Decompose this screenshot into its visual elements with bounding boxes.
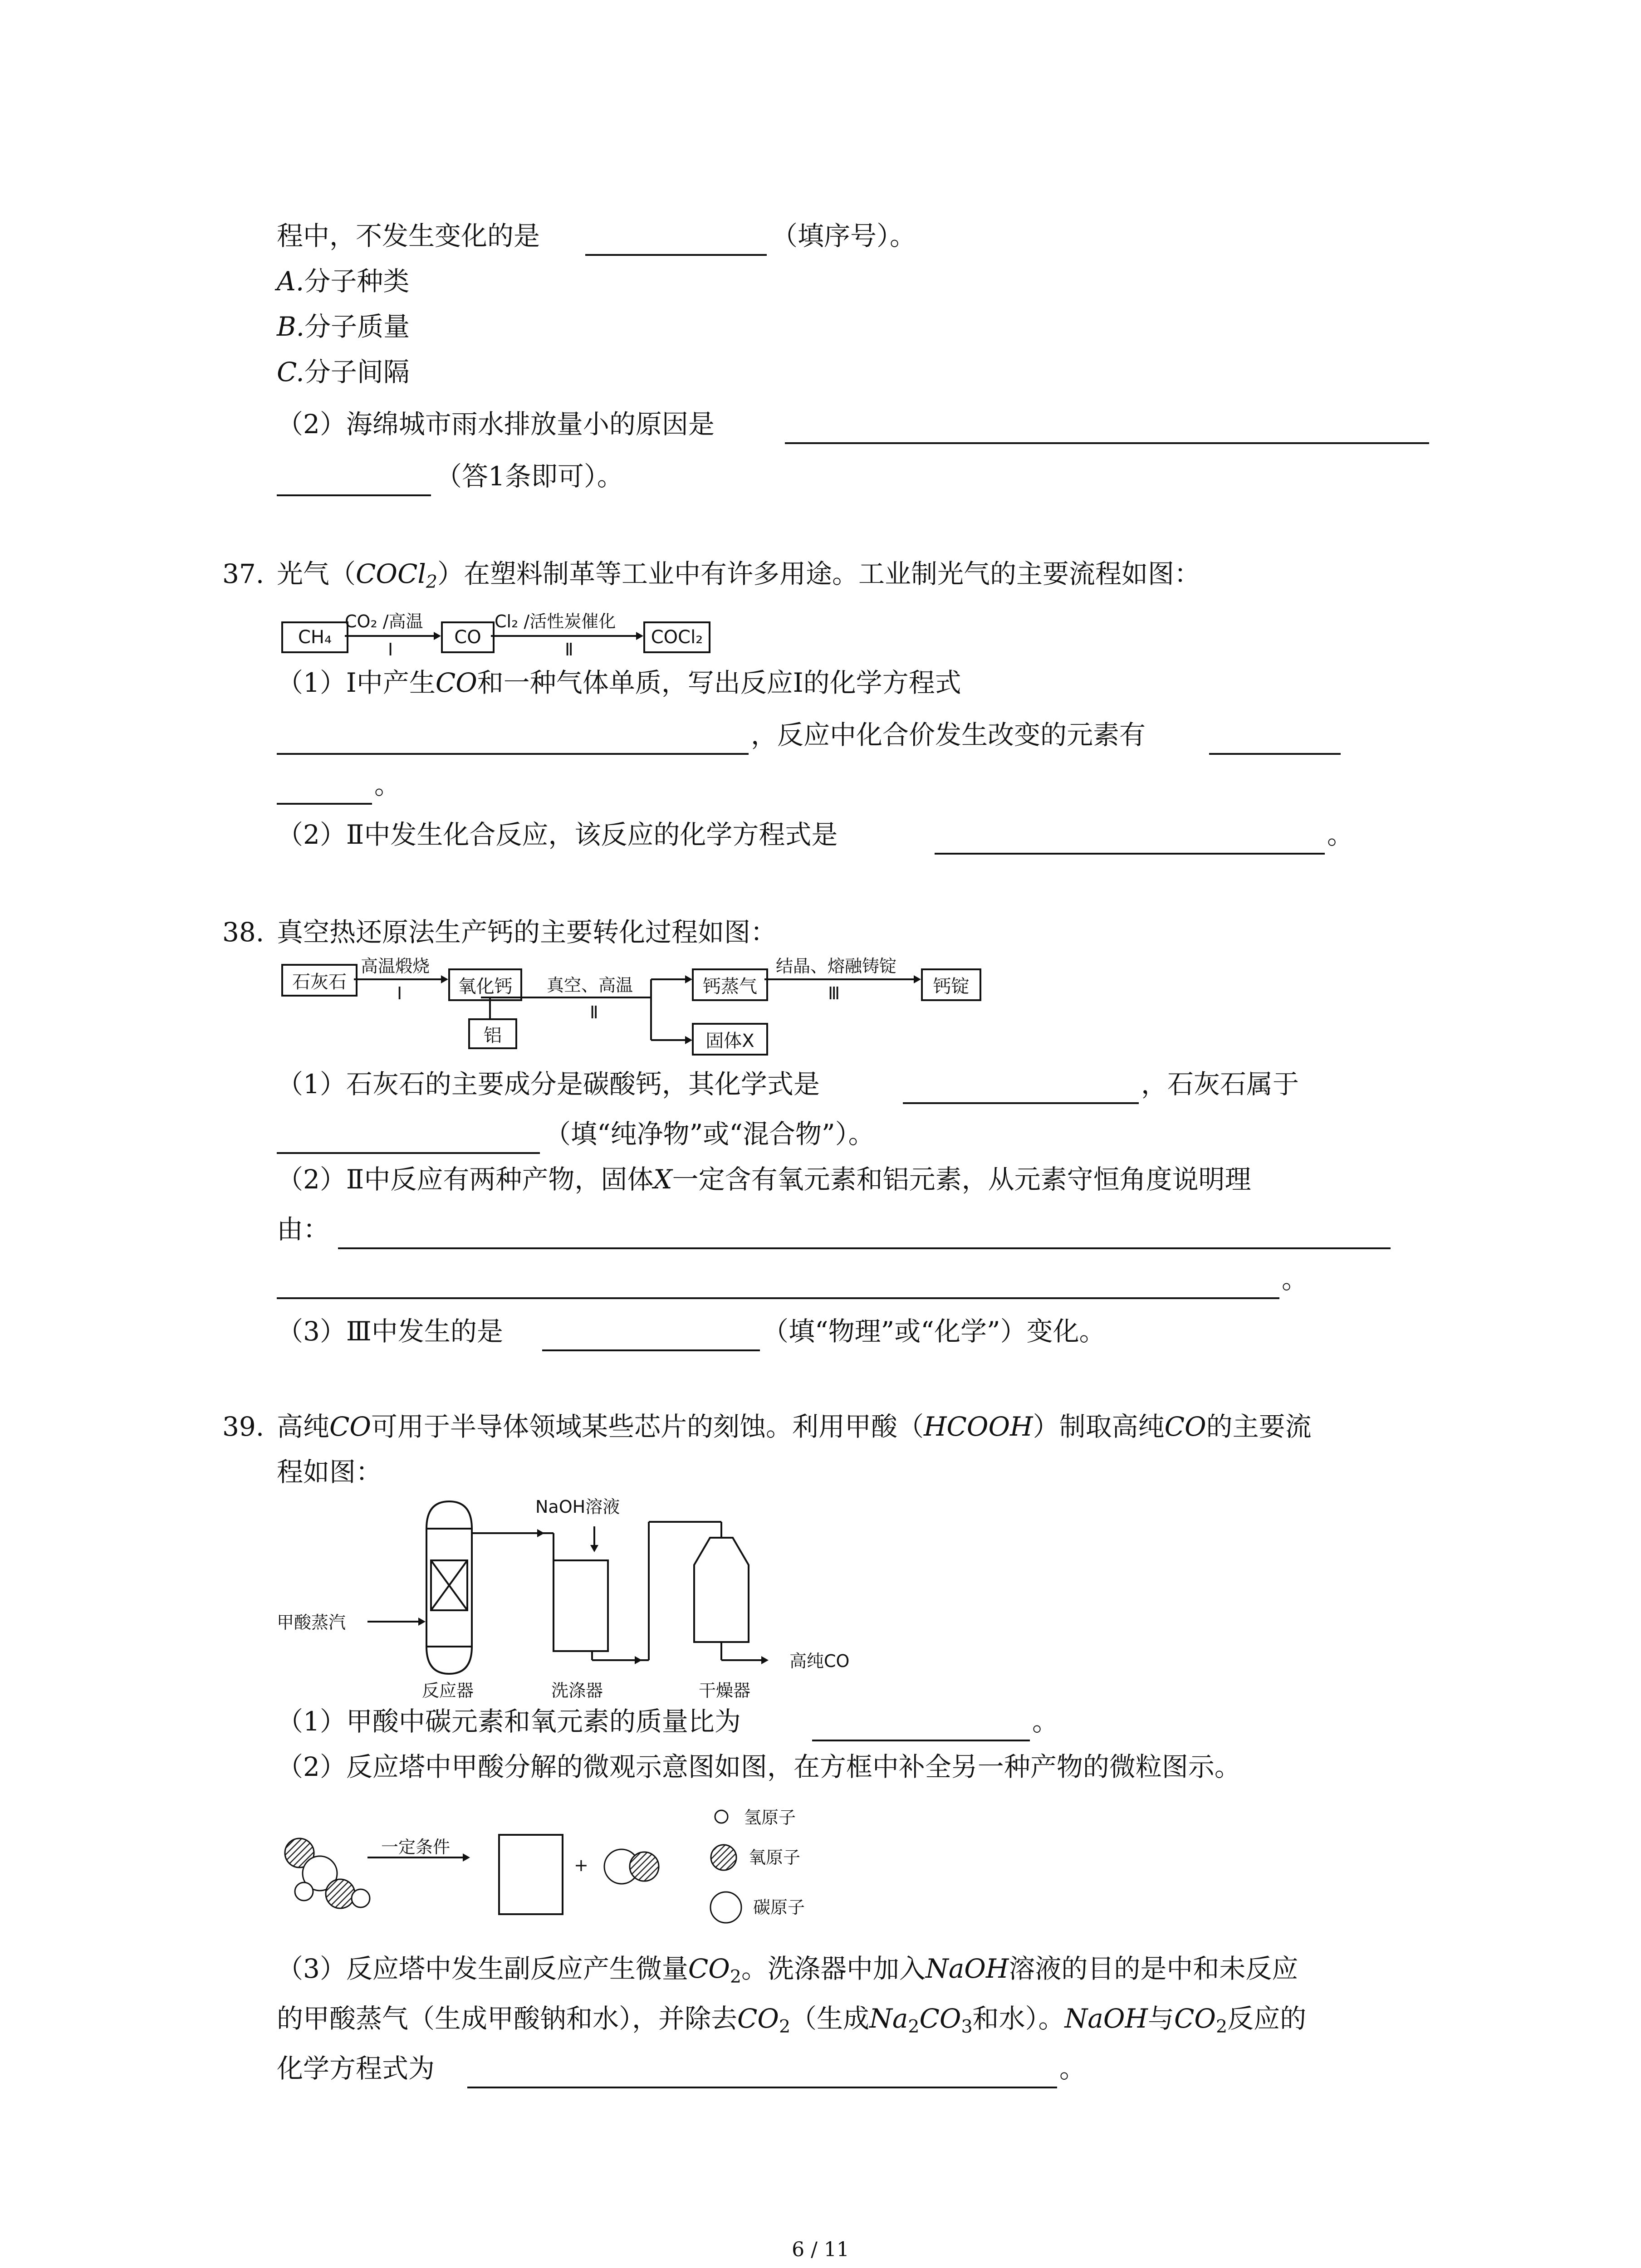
q38-arrow3-step: Ⅲ [828, 983, 840, 1003]
q37-arrow-2 [491, 632, 643, 640]
q38-arrow2-label: 真空、高温 [547, 975, 633, 995]
q37-sub1-end: 。 [374, 769, 401, 800]
q38-sub3-b: （填“物理”或“化学”）变化。 [762, 1316, 1106, 1347]
q39-sub3-a: （3）反应塔中发生副反应产生微量 [277, 1953, 688, 1984]
q38-arrow1-label: 高温煅烧 [361, 956, 430, 976]
q38-sub3-a: （3）Ⅲ中发生的是 [277, 1316, 503, 1347]
q39-legend-o: 氧原子 [749, 1848, 801, 1867]
q36-blank-2[interactable] [785, 442, 1429, 444]
q39-co2-h-sub: 2 [1215, 2016, 1228, 2038]
q37-arrow1-label: CO₂ /高温 [345, 611, 423, 631]
q36-sub2: （2）海绵城市雨水排放量小的原因是 [277, 409, 715, 440]
q39-hcooh: HCOOH [923, 1411, 1033, 1442]
q37-sub2-end: 。 [1327, 819, 1354, 850]
q39-co2-f-sub: 2 [730, 1966, 741, 1988]
q38-sub1-a: （1）石灰石的主要成分是碳酸钙，其化学式是 [277, 1069, 820, 1100]
q38-sub2-x: X [653, 1164, 672, 1195]
q37-box-ch4: CH₄ [281, 621, 348, 653]
q38-sub2-c: 由： [277, 1214, 330, 1245]
q39-label-naoh: NaOH溶液 [535, 1497, 620, 1517]
q39-sub3-line2 [277, 2000, 1306, 2045]
q37-intro-a: 光气（ [277, 558, 356, 589]
q36-option-a [277, 263, 409, 299]
q36-sub2-end: （答1条即可）。 [436, 461, 623, 492]
q38-number: 38. [222, 917, 265, 948]
q39-sub3-d: 的甲酸蒸气（生成甲酸钠和水），并除去 [277, 2003, 738, 2034]
q38-sub2-end: 。 [1282, 1264, 1308, 1295]
q39-legend-h: 氢原子 [744, 1808, 796, 1828]
q39-micro-plus: + [574, 1855, 588, 1875]
q36-option-c [277, 354, 410, 390]
q39-blank-1[interactable] [812, 1740, 1030, 1741]
q38-box-limestone: 石灰石 [281, 964, 358, 997]
q39-naoh-i: NaOH [925, 1953, 1009, 1984]
q39-legend-c: 碳原子 [753, 1897, 805, 1917]
q38-arrow-1 [354, 975, 448, 983]
reactor-shape [426, 1501, 472, 1674]
q39-intro-line1 [277, 1408, 1312, 1445]
q39-na2co3-a: Na [869, 2003, 908, 2034]
q38-flow-arrows [354, 962, 926, 1061]
q37-blank-4[interactable] [935, 853, 1325, 855]
q37-blank-1[interactable] [277, 753, 749, 755]
q37-formula: COCl [356, 558, 426, 589]
q38-arrow1-step: Ⅰ [397, 983, 402, 1003]
q36-line1 [277, 218, 540, 254]
q36-option-c-letter: C. [277, 357, 304, 387]
hydrogen-atom-icon [715, 1810, 728, 1823]
q38-box-cao: 氧化钙 [448, 968, 522, 1001]
q38-intro: 真空热还原法生产钙的主要转化过程如图： [277, 917, 777, 948]
q38-arrow-3 [764, 975, 921, 983]
page-number: 6 / 11 [792, 2238, 849, 2261]
q39-label-feed: 甲酸蒸汽 [277, 1613, 346, 1633]
q39-intro-d: 的主要流 [1206, 1411, 1312, 1442]
q38-blank-3[interactable] [338, 1247, 1391, 1249]
q37-arrow2-step: Ⅱ [565, 640, 573, 660]
q38-arrow2-step: Ⅱ [590, 1002, 598, 1022]
q36-option-a-text: 分子种类 [304, 266, 410, 297]
q39-blank-2[interactable] [467, 2087, 1057, 2088]
q39-na2co3-s1: 2 [908, 2016, 920, 2038]
q39-sub1: （1）甲酸中碳元素和氧元素的质量比为 [277, 1706, 741, 1737]
q36-option-a-letter: A. [277, 266, 304, 297]
q36-option-b [277, 308, 410, 345]
q38-blank-5[interactable] [542, 1349, 760, 1351]
q38-arrow3-label: 结晶、熔融铸锭 [776, 956, 897, 976]
answer-box[interactable] [499, 1835, 563, 1914]
q37-number: 37. [222, 558, 265, 589]
q38-blank-1[interactable] [903, 1102, 1139, 1104]
q39-intro-line2: 程如图： [277, 1457, 382, 1487]
q39-label-product: 高纯CO [789, 1651, 850, 1671]
q39-co-1: CO [329, 1411, 371, 1442]
legend-symbols [710, 1810, 741, 1923]
q36-option-c-text: 分子间隔 [304, 357, 410, 387]
q38-box-al: 铝 [468, 1018, 517, 1049]
q37-box-cocl2: COCl₂ [643, 621, 710, 653]
dryer-shape [694, 1538, 749, 1642]
q37-box-co: CO [441, 621, 495, 653]
q37-sub1 [277, 665, 961, 701]
q39-na2co3-b: CO [919, 2003, 961, 2034]
naoh-arrow [590, 1526, 598, 1552]
q37-arrow-1 [345, 632, 441, 640]
q37-intro [277, 556, 1200, 600]
q39-sub1-end: 。 [1032, 1706, 1059, 1737]
q39-sub3-end: 。 [1059, 2053, 1086, 2084]
q37-blank-2[interactable] [1209, 753, 1341, 755]
q36-blank-3[interactable] [277, 494, 431, 496]
q36-line1-text: 程中，不发生变化的是 [277, 220, 540, 251]
q38-sub2 [277, 1161, 1251, 1198]
q37-formula-sub: 2 [426, 572, 437, 593]
q38-sub1-b: ，石灰石属于 [1141, 1069, 1299, 1100]
q39-label-dryer: 干燥器 [699, 1681, 751, 1701]
q36-option-b-text: 分子质量 [304, 311, 410, 342]
carbon-atom-icon [710, 1892, 741, 1923]
reactor-to-washer-pipe [472, 1529, 554, 1560]
q37-sub1-a: （1）Ⅰ中产生 [277, 667, 436, 698]
q39-naoh-j: NaOH [1064, 2003, 1148, 2034]
q36-option-b-letter: B. [277, 311, 305, 342]
q39-micro-condition: 一定条件 [381, 1837, 451, 1857]
q37-blank-3[interactable] [277, 803, 372, 805]
q39-sub3-line1 [277, 1950, 1298, 1995]
q36-blank-1[interactable] [585, 254, 767, 256]
q36-line1-end: （填序号）。 [771, 220, 916, 251]
q39-sub3-e: （生成 [790, 2003, 870, 2034]
q38-blank-2[interactable] [277, 1152, 540, 1154]
q38-blank-4[interactable] [277, 1297, 1279, 1299]
q39-label-washer: 洗涤器 [551, 1681, 603, 1701]
q39-sub3-c: 溶液的目的是中和未反应 [1009, 1953, 1298, 1984]
feed-arrow [367, 1618, 426, 1626]
q37-sub1-c: ，反应中化合价发生改变的元素有 [751, 719, 1146, 750]
q39-number: 39. [222, 1411, 265, 1442]
q38-sub2-b: 一定含有氧元素和铝元素，从元素守恒角度说明理 [672, 1164, 1251, 1195]
q38-sub1-c: （填“纯净物”或“混合物”）。 [544, 1119, 875, 1149]
q39-intro-a: 高纯 [277, 1411, 330, 1442]
q39-co2-f: CO [688, 1953, 730, 1984]
product-arrow [721, 1642, 769, 1664]
q39-sub2: （2）反应塔中甲酸分解的微观示意图如图，在方框中补全另一种产物的微粒图示。 [277, 1751, 1241, 1782]
q38-sub2-a: （2）Ⅱ中反应有两种产物，固体 [277, 1164, 654, 1195]
q38-box-solidx: 固体X [692, 1023, 768, 1056]
q38-box-ingot: 钙锭 [921, 968, 981, 1001]
q39-na2co3-s2: 3 [961, 2016, 973, 2038]
q39-intro-c: ）制取高纯 [1033, 1411, 1165, 1442]
washer-shape [554, 1560, 608, 1651]
q39-co2-g: CO [737, 2003, 779, 2034]
q39-sub3-g: 与 [1148, 2003, 1175, 2034]
oxygen-atom-icon [711, 1845, 736, 1870]
q38-box-vapor: 钙蒸气 [692, 968, 768, 1001]
formic-acid-molecule [285, 1838, 370, 1908]
q39-co2-g-sub: 2 [779, 2016, 791, 2038]
q37-sub1-b: 和一种气体单质，写出反应Ⅰ的化学方程式 [477, 667, 961, 698]
co-molecule [604, 1849, 659, 1884]
q37-arrow2-label: Cl₂ /活性炭催化 [495, 611, 616, 631]
q39-sub3-b: 。洗涤器中加入 [741, 1953, 926, 1984]
q39-sub3-h: 反应的 [1227, 2003, 1307, 2034]
q37-sub2: （2）Ⅱ中发生化合反应，该反应的化学方程式是 [277, 819, 838, 850]
q39-co-2: CO [1164, 1411, 1206, 1442]
q39-co2-h: CO [1174, 2003, 1216, 2034]
q39-label-reactor: 反应器 [422, 1681, 474, 1701]
q37-intro-b: ）在塑料制革等工业中有许多用途。工业制光气的主要流程如图： [437, 558, 1200, 589]
q37-arrow1-step: Ⅰ [388, 640, 393, 660]
q39-sub3-f: 和水）。 [972, 2003, 1065, 2034]
q39-sub3-i: 化学方程式为 [277, 2053, 435, 2084]
q39-intro-b: 可用于半导体领域某些芯片的刻蚀。利用甲酸（ [371, 1411, 924, 1442]
q37-sub1-co: CO [435, 667, 477, 698]
